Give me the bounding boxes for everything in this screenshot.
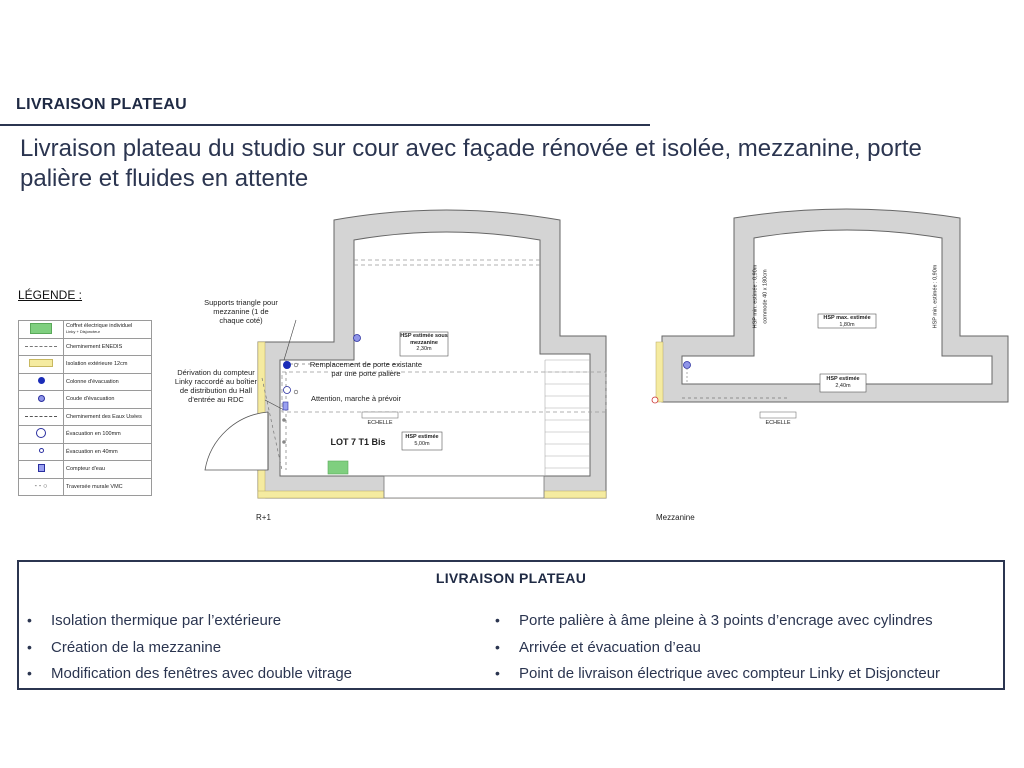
- plan-r1-drawing: [205, 210, 606, 498]
- hsp-max-title: HSP max. estimée: [823, 315, 871, 321]
- section-title: LIVRAISON PLATEAU: [16, 96, 188, 113]
- hsp-r1-label: [402, 434, 442, 447]
- legend-label: Évacuation en 40mm: [64, 443, 152, 461]
- headline: Livraison plateau du studio sur cour avec façade rénovée et isolée, mezzanine, porte palière et fluides en attente: [20, 135, 922, 192]
- hsp-mezz-estimee: [820, 376, 866, 389]
- r1-door-swing: [205, 412, 268, 470]
- hsp-mezz-title: HSP estimée sous mezzanine: [400, 333, 448, 346]
- note-supports: Supports triangle pour mezzanine (1 de chaque coté): [204, 298, 278, 325]
- summary-box: [17, 560, 1005, 690]
- note-step: Attention, marche à prévoir: [310, 394, 402, 403]
- legend-label: Compteur d'eau: [64, 461, 152, 479]
- hsp-mezz-label: [400, 333, 448, 353]
- plan-mezz-label: Mezzanine: [656, 513, 695, 522]
- legend-label: Coffret électrique individuel: [66, 323, 133, 330]
- legend-label: Colonne d'évacuation: [64, 373, 152, 391]
- electric-box-marker: [328, 461, 348, 474]
- legend-label: Coude d'évacuation: [64, 391, 152, 409]
- r1-ladder-label: ECHELLE: [367, 420, 393, 426]
- hsp-mezz-estimee-value: 2,40m: [835, 382, 851, 389]
- note-door: Remplacement de porte existante par une porte palière: [309, 360, 423, 378]
- list-item: • Création de la mezzanine: [27, 639, 352, 666]
- summary-list-right: [495, 612, 940, 692]
- drain-100-marker: [284, 387, 291, 394]
- list-item: • Modification des fenêtres avec double vitrage: [27, 665, 352, 692]
- legend-label: Évacuation en 100mm: [64, 426, 152, 444]
- commode-label: commode 40 x 180cm: [762, 269, 769, 324]
- hsp-min-left: HSP min. estimée : 0,90m: [752, 264, 759, 329]
- list-item: • Arrivée et évacuation d’eau: [495, 639, 940, 666]
- r1-ladder: [362, 412, 398, 418]
- legend-label: Cheminement des Eaux Usées: [64, 408, 152, 426]
- legend-sublabel: Linky + Disjoncteur: [66, 329, 100, 335]
- lot-label: LOT 7 T1 Bis: [330, 437, 386, 447]
- legend-title: LÉGENDE :: [18, 288, 83, 302]
- list-item: • Isolation thermique par l’extérieure: [27, 612, 352, 639]
- r1-window: [384, 476, 544, 498]
- water-meter-marker: [283, 402, 288, 410]
- summary-title: LIVRAISON PLATEAU: [435, 570, 587, 586]
- hsp-max-value: 1,80m: [839, 321, 855, 328]
- legend-label: Traversée murale VMC: [64, 478, 152, 496]
- legend-label: Cheminement ENEDIS: [64, 338, 152, 356]
- plan-r1-label: R+1: [256, 513, 271, 522]
- list-item: • Point de livraison électrique avec compteur Linky et Disjoncteur: [495, 665, 940, 692]
- vmc-crossing-icon: - - ○: [34, 483, 48, 491]
- hsp-min-right: HSP min. estimée : 0,90m: [932, 264, 939, 329]
- hsp-r1-value: 5,00m: [414, 440, 430, 447]
- mezz-ladder-label: ECHELLE: [765, 420, 791, 426]
- drain-elbow-marker: [354, 335, 361, 342]
- drain-column-marker: [283, 361, 291, 369]
- hsp-mezz-value: 2,30m: [416, 346, 432, 352]
- summary-list-left: [27, 612, 352, 692]
- hsp-r1-title: HSP estimée: [405, 434, 439, 440]
- list-item: • Porte palière à âme pleine à 3 points d’encrage avec cylindres: [495, 612, 940, 639]
- hsp-max-label: [818, 315, 876, 328]
- hsp-mezz-estimee-title: HSP estimée: [826, 376, 860, 382]
- legend-label: Isolation extérieure 12cm: [64, 356, 152, 374]
- note-derivation: Dérivation du compteur Linky raccordé au boîtier de distribution du Hall d'entrée au RDC: [174, 368, 258, 404]
